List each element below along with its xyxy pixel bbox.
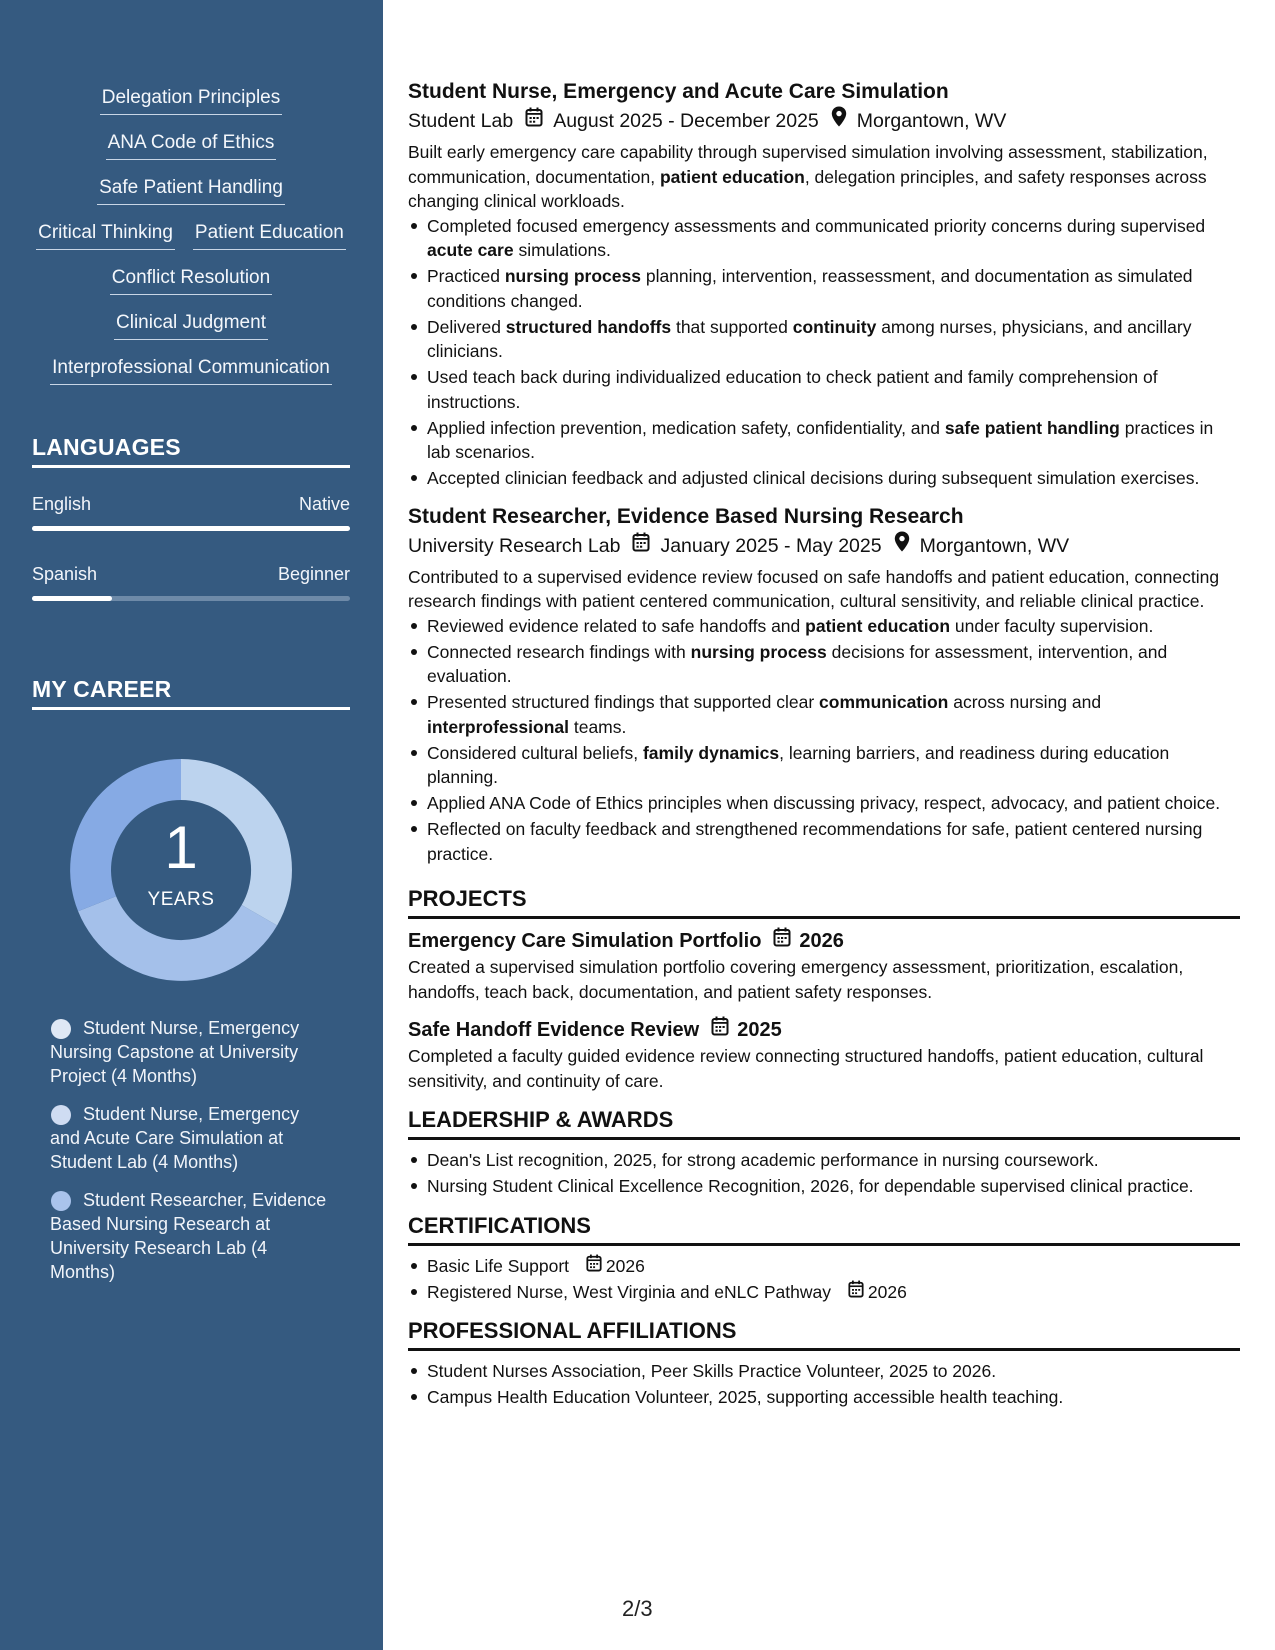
- main-content: [408, 78, 1240, 1411]
- leadership-list: [408, 1148, 1240, 1199]
- skills-row: [32, 266, 350, 311]
- project-year: 2025: [737, 1019, 782, 1041]
- language-row-spanish: [32, 564, 350, 585]
- certification-name: Basic Life Support: [427, 1255, 570, 1276]
- skill-tag: Delegation Principles: [100, 86, 283, 115]
- job-bullet: Used teach back during individualized education to check patient and family comprehension of instructions.: [408, 365, 1240, 414]
- language-level: Beginner: [277, 564, 350, 584]
- job-organization: University Research Lab: [408, 534, 621, 557]
- skill-tag: Patient Education: [193, 221, 346, 250]
- job-bullet: Reflected on faculty feedback and strengthened recommendations for safe, patient centered nursing practice.: [408, 817, 1240, 866]
- job-bullet: Applied ANA Code of Ethics principles when discussing privacy, respect, advocacy, and patient choice.: [408, 791, 1240, 816]
- skill-tag: Critical Thinking: [36, 221, 175, 250]
- job-bullet: Reviewed evidence related to safe handoffs and patient education under faculty supervision.: [408, 614, 1240, 639]
- skill-tag: Clinical Judgment: [114, 311, 268, 340]
- calendar-icon: [773, 927, 791, 955]
- career-heading: MY CAREER: [32, 676, 350, 710]
- skills-row: [32, 86, 350, 131]
- language-bar-fill: [32, 526, 350, 531]
- sidebar: [0, 0, 383, 1650]
- calendar-icon: [848, 1280, 864, 1305]
- career-item: [50, 1188, 330, 1284]
- project-title-row: [408, 927, 1240, 955]
- language-name: English: [32, 494, 92, 514]
- certification-date: [848, 1280, 907, 1305]
- job-bullet: Applied infection prevention, medication safety, confidentiality, and safe patient handling practices in lab scenarios.: [408, 416, 1240, 465]
- location-pin-icon: [831, 106, 847, 136]
- job-location: Morgantown, WV: [919, 534, 1070, 557]
- language-bar-english: [32, 526, 350, 531]
- bullet-dot-icon: [51, 1019, 71, 1039]
- skills-list: [32, 86, 350, 401]
- job-bullet: Considered cultural beliefs, family dynamics, learning barriers, and readiness during education planning.: [408, 741, 1240, 790]
- job-bullet: Accepted clinician feedback and adjusted clinical decisions during subsequent simulation exercises.: [408, 466, 1240, 491]
- job-bullet: Presented structured findings that supported clear communication across nursing and interprofessional teams.: [408, 690, 1240, 739]
- language-row-english: [32, 494, 350, 515]
- affiliations-list: [408, 1359, 1240, 1410]
- certification-item: [408, 1254, 1240, 1279]
- skill-tag: ANA Code of Ethics: [106, 131, 277, 160]
- project-title: Emergency Care Simulation Portfolio: [408, 930, 762, 952]
- certification-year: 2026: [867, 1281, 907, 1302]
- job-dates: January 2025 - May 2025: [660, 534, 882, 557]
- career-item: [50, 1102, 330, 1174]
- career-list: [50, 1016, 330, 1298]
- job-title: Student Nurse, Emergency and Acute Care Simulation: [408, 80, 949, 103]
- bullet-dot-icon: [51, 1105, 71, 1125]
- job-bullet: Delivered structured handoffs that supported continuity among nurses, physicians, and ancillary clinicians.: [408, 315, 1240, 364]
- career-years-label: YEARS: [147, 889, 215, 910]
- job-meta: [408, 531, 1240, 561]
- job-summary: Contributed to a supervised evidence review focused on safe handoffs and patient education, connecting research findings with patient centered communication, cultural sensitivity, and reliable clinical practice.: [408, 566, 1220, 611]
- certifications-list: [408, 1254, 1240, 1305]
- calendar-icon: [586, 1254, 602, 1279]
- job-bullets: [408, 214, 1240, 491]
- experience-entry: [408, 503, 1240, 867]
- job-meta: [408, 106, 1240, 136]
- certification-name: Registered Nurse, West Virginia and eNLC Pathway: [427, 1281, 831, 1302]
- skills-row: [32, 356, 350, 401]
- project-description: Completed a faculty guided evidence review connecting structured handoffs, patient education, cultural sensitivity, and continuity of care.: [408, 1046, 1204, 1091]
- skills-row: [32, 176, 350, 221]
- career-item: [50, 1016, 330, 1088]
- project-title-row: [408, 1016, 1240, 1044]
- calendar-icon: [632, 531, 650, 561]
- bullet-dot-icon: [51, 1191, 71, 1211]
- skills-row: [32, 131, 350, 176]
- project-title: Safe Handoff Evidence Review: [408, 1019, 700, 1041]
- skill-tag: Safe Patient Handling: [97, 176, 285, 205]
- job-bullet: Completed focused emergency assessments and communicated priority concerns during supervised acute care simulations.: [408, 214, 1240, 263]
- affiliation-item: Campus Health Education Volunteer, 2025, supporting accessible health teaching.: [408, 1385, 1240, 1410]
- job-summary: Built early emergency care capability through supervised simulation involving assessment, stabilization, communication, documentation, patient education, delegation principles, and safety responses across changing clinical workloads.: [408, 142, 1208, 211]
- page-number: 2/3: [622, 1596, 653, 1621]
- language-bar-spanish: [32, 596, 350, 601]
- leadership-item: Dean's List recognition, 2025, for strong academic performance in nursing coursework.: [408, 1148, 1240, 1173]
- certification-year: 2026: [605, 1255, 645, 1276]
- skill-tag: Conflict Resolution: [110, 266, 272, 295]
- affiliations-heading: PROFESSIONAL AFFILIATIONS: [408, 1316, 1240, 1351]
- skills-row: [32, 221, 350, 266]
- calendar-icon: [711, 1016, 729, 1044]
- job-dates: August 2025 - December 2025: [553, 110, 819, 132]
- job-bullet: Practiced nursing process planning, intervention, reassessment, and documentation as simulated conditions changed.: [408, 264, 1240, 313]
- job-organization: Student Lab: [408, 110, 514, 132]
- project-entry: [408, 1016, 1240, 1093]
- career-item-text: Student Nurse, Emergency and Acute Care Simulation at Student Lab (4 Months): [50, 1104, 300, 1172]
- calendar-icon: [525, 106, 543, 136]
- certification-date: [586, 1254, 645, 1279]
- leadership-item: Nursing Student Clinical Excellence Recognition, 2026, for dependable supervised clinical practice.: [408, 1174, 1240, 1199]
- job-bullets: [408, 614, 1240, 867]
- affiliation-item: Student Nurses Association, Peer Skills Practice Volunteer, 2025 to 2026.: [408, 1359, 1240, 1384]
- project-entry: [408, 927, 1240, 1004]
- language-level: Native: [298, 494, 350, 514]
- language-name: Spanish: [32, 564, 98, 584]
- career-years-value: 1: [164, 814, 198, 881]
- project-description: Created a supervised simulation portfolio covering emergency assessment, prioritization, escalation, handoffs, teach back, documentation, and patient safety responses.: [408, 957, 1184, 1002]
- location-pin-icon: [894, 531, 910, 561]
- projects-heading: PROJECTS: [408, 884, 1240, 919]
- skills-row: [32, 311, 350, 356]
- project-year: 2026: [799, 930, 844, 952]
- languages-heading: LANGUAGES: [32, 434, 350, 468]
- leadership-heading: LEADERSHIP & AWARDS: [408, 1105, 1240, 1140]
- job-title: Student Researcher, Evidence Based Nursing Research: [408, 504, 964, 528]
- job-bullet: Connected research findings with nursing process decisions for assessment, intervention, and evaluation.: [408, 640, 1240, 689]
- skill-tag: Interprofessional Communication: [50, 356, 332, 385]
- certifications-heading: CERTIFICATIONS: [408, 1211, 1240, 1246]
- certification-item: [408, 1280, 1240, 1305]
- job-location: Morgantown, WV: [856, 110, 1007, 132]
- career-item-text: Student Nurse, Emergency Nursing Capstone at University Project (4 Months): [50, 1018, 300, 1086]
- experience-entry: [408, 78, 1240, 491]
- career-item-text: Student Researcher, Evidence Based Nursing Research at University Research Lab (4 Months): [50, 1190, 327, 1282]
- language-bar-fill: [32, 596, 112, 601]
